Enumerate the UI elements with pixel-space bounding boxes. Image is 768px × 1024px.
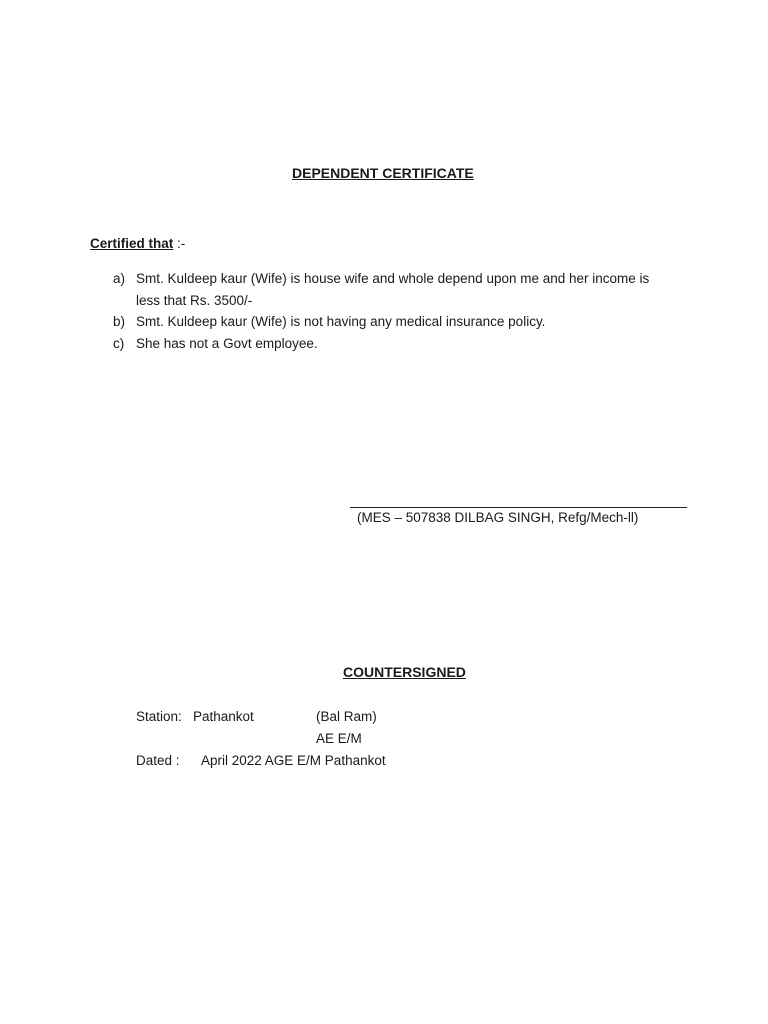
countersigned-title: COUNTERSIGNED bbox=[343, 664, 466, 680]
list-item-marker: b) bbox=[113, 314, 126, 329]
list-item-text: She has not a Govt employee. bbox=[136, 336, 318, 351]
document-title: DEPENDENT CERTIFICATE bbox=[292, 165, 474, 181]
list-item-text-continued: less that Rs. 3500/- bbox=[136, 293, 253, 308]
list-item-text: Smt. Kuldeep kaur (Wife) is not having any medical insurance policy. bbox=[136, 314, 546, 329]
signature-line bbox=[350, 507, 687, 508]
dated-label: Dated : bbox=[136, 753, 180, 768]
countersigner-name: (Bal Ram) bbox=[316, 709, 377, 724]
certified-label: Certified that bbox=[90, 236, 174, 251]
station-label: Station: bbox=[136, 709, 182, 724]
list-item-marker: a) bbox=[113, 271, 126, 286]
station-value: Pathankot bbox=[193, 709, 254, 724]
countersigner-designation: AE E/M bbox=[316, 731, 362, 746]
dated-value: April 2022 AGE E/M Pathankot bbox=[201, 753, 386, 768]
list-item-marker: c) bbox=[113, 336, 125, 351]
certified-suffix: :- bbox=[173, 236, 186, 251]
signatory-name: (MES – 507838 DILBAG SINGH, Refg/Mech-ll) bbox=[357, 510, 639, 525]
list-item-text: Smt. Kuldeep kaur (Wife) is house wife and whole depend upon me and her income is bbox=[136, 271, 650, 286]
certified-heading bbox=[90, 236, 185, 251]
